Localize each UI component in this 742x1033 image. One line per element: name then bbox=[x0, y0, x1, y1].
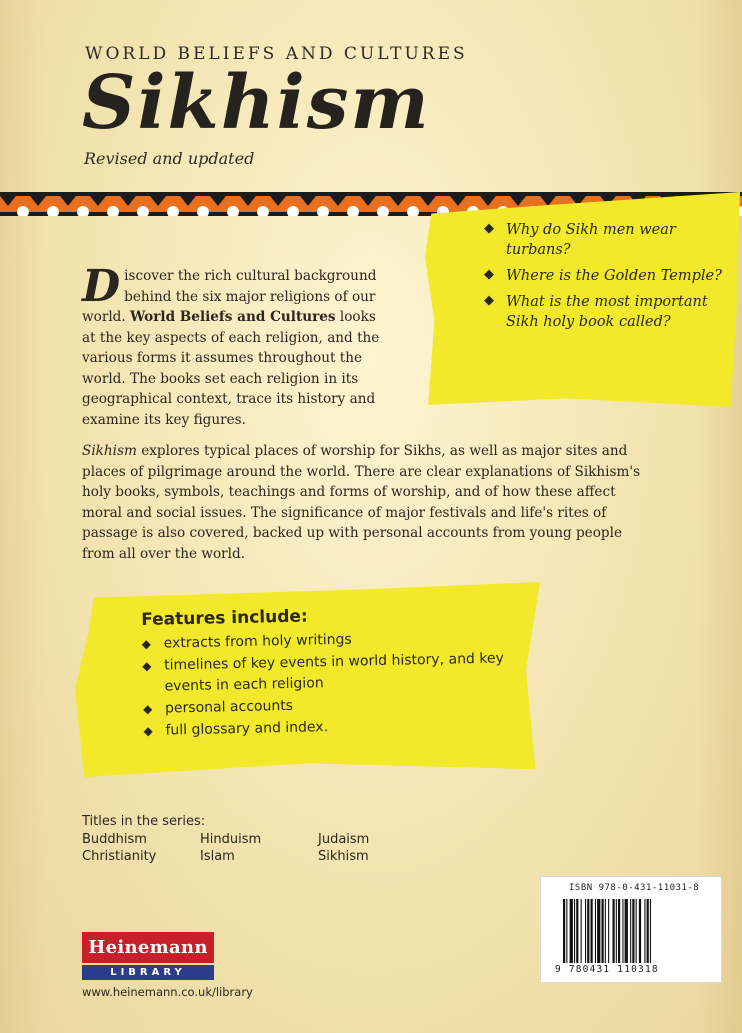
barcode-bar bbox=[570, 899, 573, 963]
barcode-bar bbox=[581, 899, 582, 963]
barcode-bar bbox=[602, 899, 604, 963]
series-titles-heading: Titles in the series: bbox=[82, 814, 206, 829]
barcode-bar bbox=[585, 899, 586, 963]
feature-item bbox=[142, 648, 523, 698]
barcode-bar bbox=[616, 899, 617, 963]
intro-text-1: iscover the rich cultural background behind the six major religions of our world. bbox=[82, 268, 377, 325]
barcode-bar bbox=[613, 899, 615, 963]
barcode-bar bbox=[618, 899, 620, 963]
series-title: Buddhism bbox=[82, 832, 147, 847]
book-subtitle: Revised and updated bbox=[84, 149, 255, 168]
diamond-bullet-icon: ◆ bbox=[142, 701, 153, 716]
dropcap-letter: D bbox=[82, 261, 121, 312]
book-title: Sikhism bbox=[82, 60, 431, 146]
book-title-italic: Sikhism bbox=[82, 443, 137, 459]
barcode-bar bbox=[647, 899, 649, 963]
series-name-bold: World Beliefs and Cultures bbox=[130, 309, 336, 325]
publisher-imprint: LIBRARY bbox=[82, 965, 214, 980]
barcode-bar bbox=[625, 899, 628, 963]
series-titles-grid bbox=[82, 832, 418, 864]
question-item bbox=[484, 266, 724, 286]
barcode-bar bbox=[566, 899, 567, 963]
series-name: WORLD BELIEFS AND CULTURES bbox=[85, 44, 468, 64]
barcode-bar bbox=[632, 899, 634, 963]
barcode-bar bbox=[622, 899, 623, 963]
series-titles bbox=[82, 814, 418, 864]
barcode-bar bbox=[605, 899, 606, 963]
barcode-bar bbox=[595, 899, 596, 963]
barcode-bar bbox=[597, 899, 600, 963]
barcode-bar bbox=[587, 899, 589, 963]
question-item bbox=[484, 292, 724, 332]
feature-text: full glossary and index. bbox=[165, 719, 329, 739]
diamond-bullet-icon: ◆ bbox=[484, 221, 494, 236]
barcode-bar bbox=[630, 899, 631, 963]
barcode-bar bbox=[644, 899, 645, 963]
intro-text-2: looks at the key aspects of each religion, and the various forms it assumes throughout the world. The books set each religion in its geographical context, trace its history and examine its key figures. bbox=[82, 309, 380, 428]
diamond-bullet-icon: ◆ bbox=[141, 636, 152, 651]
barcode-bar bbox=[636, 899, 637, 963]
feature-text: extracts from holy writings bbox=[163, 631, 352, 652]
series-title: Sikhism bbox=[318, 849, 369, 864]
barcode-bar bbox=[608, 899, 609, 963]
features-title: Features include: bbox=[141, 606, 308, 630]
diamond-bullet-icon: ◆ bbox=[484, 267, 494, 282]
barcode-bar bbox=[591, 899, 593, 963]
series-title: Judaism bbox=[318, 832, 370, 847]
features-box bbox=[141, 602, 524, 743]
series-title: Christianity bbox=[82, 849, 157, 864]
barcode-bar bbox=[650, 899, 651, 963]
question-text: Where is the Golden Temple? bbox=[506, 268, 722, 284]
barcode-box bbox=[540, 876, 722, 983]
series-title: Islam bbox=[200, 849, 235, 864]
question-text: What is the most important Sikh holy book called? bbox=[506, 294, 708, 330]
isbn-label: ISBN 978-0-431-11031-8 bbox=[569, 883, 700, 893]
series-title: Hinduism bbox=[200, 832, 262, 847]
diamond-bullet-icon: ◆ bbox=[142, 658, 152, 673]
description-paragraph bbox=[82, 441, 642, 564]
diamond-bullet-icon: ◆ bbox=[143, 723, 153, 738]
barcode-bar bbox=[639, 899, 641, 963]
barcode-bar bbox=[576, 899, 578, 963]
barcode-bar bbox=[574, 899, 575, 963]
barcode-bar bbox=[563, 899, 565, 963]
question-item bbox=[484, 220, 724, 260]
feature-text: timelines of key events in world history, and key events in each religion bbox=[164, 650, 504, 695]
barcode-digits: 9 780431 110318 bbox=[555, 964, 659, 975]
question-text: Why do Sikh men wear turbans? bbox=[506, 222, 676, 258]
feature-text: personal accounts bbox=[164, 697, 294, 717]
description-text: explores typical places of worship for Sikhs, as well as major sites and places of pilgrimage around the world. There are clear explanations of Sikhism's holy books, symbols, teachings and forms of worship, and of how these affect moral and social issues. The significance of major festivals and life's rites of passage is also covered, backed up with personal accounts from young people from all over the world. bbox=[82, 443, 641, 562]
barcode-icon bbox=[563, 899, 713, 963]
questions-list bbox=[484, 220, 724, 338]
intro-paragraph bbox=[82, 261, 382, 430]
publisher-name: Heinemann bbox=[82, 932, 214, 963]
diamond-bullet-icon: ◆ bbox=[484, 293, 494, 308]
publisher-logo bbox=[82, 932, 214, 980]
publisher-url[interactable]: www.heinemann.co.uk/library bbox=[82, 985, 253, 999]
